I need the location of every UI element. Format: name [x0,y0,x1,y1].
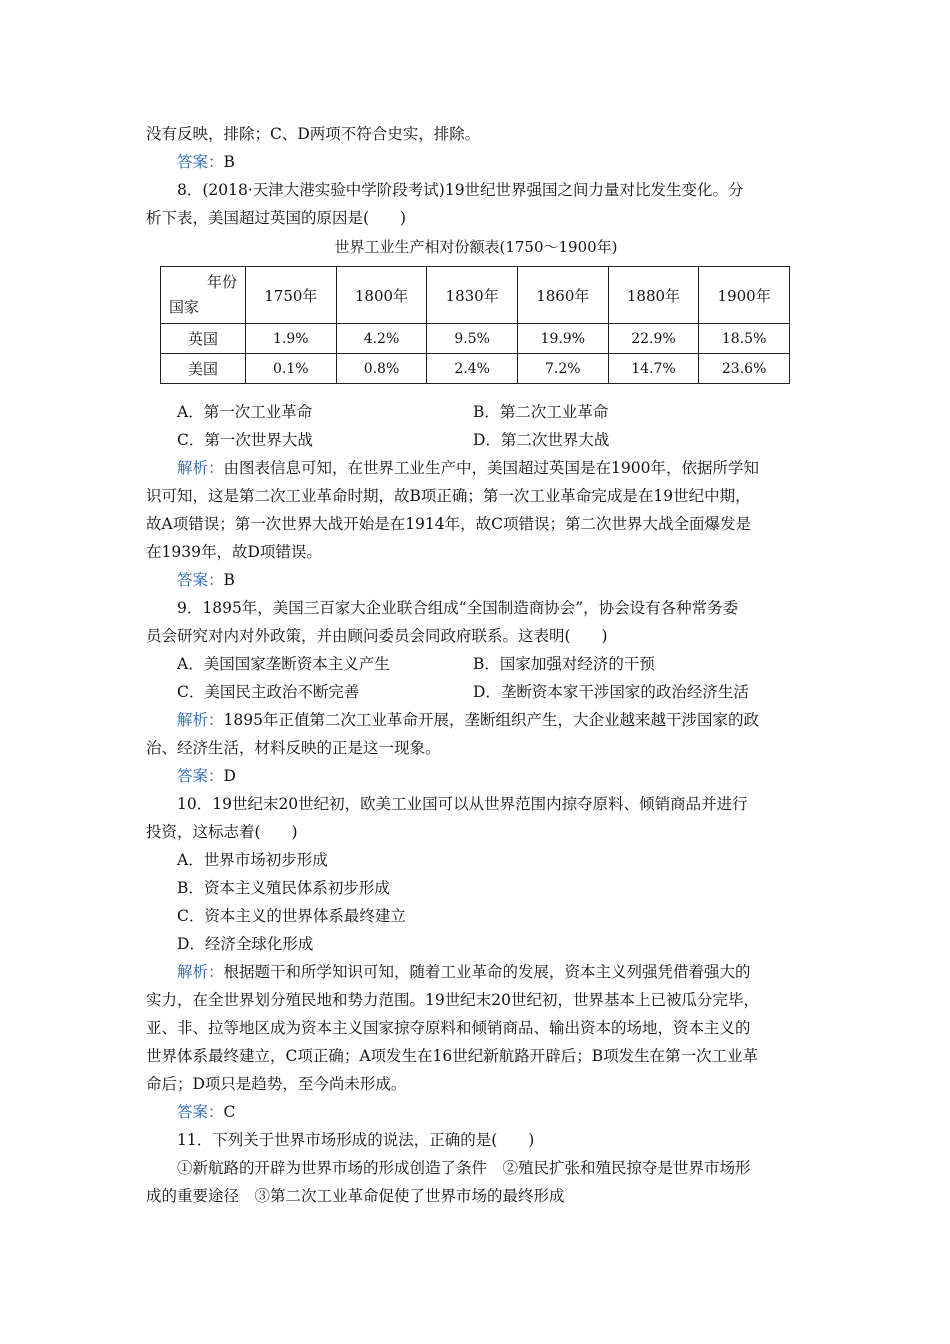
answer-line-q8 [146,566,806,594]
option-c: C．第一次世界大战 [177,431,313,449]
year-header: 1860年 [517,267,608,324]
q9-options-row-1 [146,650,806,678]
q9-analysis-line-2: 治、经济生活，材料反映的正是这一现象。 [146,739,441,757]
q8-analysis-line-3: 故A项错误；第一次世界大战开始是在1914年，故C项错误；第二次世界大战全面爆发是 [146,515,752,533]
q9-options-row-2 [146,678,806,706]
corner-country-label: 国家 [169,298,200,316]
table-cell: 0.8% [336,354,427,384]
analysis-label: 解析： [177,459,224,477]
table-cell: 1.9% [246,324,337,354]
table-cell: 7.2% [517,354,608,384]
option-c: C．美国民主政治不断完善 [177,683,360,701]
answer-value: C [223,1103,236,1121]
table-corner-cell [161,267,246,324]
answer-line-q9 [146,762,806,790]
q10-analysis-line-3: 亚、非、拉等地区成为资本主义国家掠夺原料和倾销商品、输出资本的场地，资本主义的 [146,1019,751,1037]
table-cell: 19.9% [517,324,608,354]
year-header: 1750年 [246,267,337,324]
table-cell: 14.7% [608,354,699,384]
table-cell: 4.2% [336,324,427,354]
q8-stem-line-2: 析下表，美国超过英国的原因是( ) [146,209,407,227]
table-cell: 23.6% [699,354,790,384]
year-header: 1830年 [427,267,518,324]
analysis-text: 由图表信息可知，在世界工业生产中，美国超过英国是在1900年，依据所学知 [223,459,759,477]
country-cell: 英国 [161,324,246,354]
analysis-text: 根据题干和所学知识可知，随着工业革命的发展，资本主义列强凭借着强大的 [223,963,751,981]
table-header-row [161,267,790,324]
q10-stem-line-2: 投资，这标志着( ) [146,823,298,841]
q8-analysis-line-2: 识可知，这是第二次工业革命时期，故B项正确；第一次工业革命完成是在19世纪中期， [146,487,751,505]
table-caption: 世界工业生产相对份额表(1750～1900年) [334,238,618,256]
table-cell: 18.5% [699,324,790,354]
q8-analysis-line-1 [146,454,806,482]
answer-value: D [223,767,236,785]
analysis-label: 解析： [177,963,224,981]
option-a: A．美国国家垄断资本主义产生 [177,655,390,673]
q9-analysis-line-1 [146,706,806,734]
q9-stem-line-1: 9．1895年，美国三百家大企业联合组成“全国制造商协会”，协会设有各种常务委 [177,599,739,617]
option-b: B．国家加强对经济的干预 [473,655,655,673]
table-cell: 0.1% [246,354,337,384]
option-a: A．世界市场初步形成 [177,851,328,869]
industrial-share-table [160,266,790,384]
q10-analysis-line-5: 命后；D项只是趋势，至今尚未形成。 [146,1075,407,1093]
answer-label: 答案： [177,1103,224,1121]
answer-value: B [223,153,235,171]
country-cell: 美国 [161,354,246,384]
answer-value: B [223,571,235,589]
q8-options-row-1 [146,398,806,426]
answer-label: 答案： [177,767,224,785]
q11-stem-line-1: 11．下列关于世界市场形成的说法，正确的是( ) [177,1131,535,1149]
corner-year-label: 年份 [206,273,237,291]
option-d: D．垄断资本家干涉国家的政治经济生活 [473,683,749,701]
answer-line-q7 [146,148,806,176]
table-row [161,354,790,384]
answer-label: 答案： [177,571,224,589]
q10-stem-line-1: 10．19世纪末20世纪初，欧美工业国可以从世界范围内掠夺原料、倾销商品并进行 [177,795,748,813]
option-c: C．资本主义的世界体系最终建立 [177,907,406,925]
year-header: 1800年 [336,267,427,324]
option-d: D．经济全球化形成 [177,935,314,953]
q8-options-row-2 [146,426,806,454]
option-d: D．第二次世界大战 [473,431,610,449]
analysis-text: 1895年正值第二次工业革命开展，垄断组织产生，大企业越来越干涉国家的政 [223,711,759,729]
answer-line-q10 [146,1098,806,1126]
q10-analysis-line-2: 实力，在全世界划分殖民地和势力范围。19世纪末20世纪初，世界基本上已被瓜分完毕， [146,991,759,1009]
analysis-label: 解析： [177,711,224,729]
option-a: A．第一次工业革命 [177,403,313,421]
q9-stem-line-2: 员会研究对内对外政策，并由顾问委员会同政府联系。这表明( ) [146,627,608,645]
q8-stem-line-1: 8．(2018·天津大港实验中学阶段考试)19世纪世界强国之间力量对比发生变化。分 [177,181,744,199]
year-header: 1880年 [608,267,699,324]
q11-item-line-2: 成的重要途径 ③第二次工业革命促使了世界市场的最终形成 [146,1187,565,1205]
table-cell: 9.5% [427,324,518,354]
option-b: B．第二次工业革命 [473,403,609,421]
q10-analysis-line-1 [146,958,806,986]
table-cell: 2.4% [427,354,518,384]
document-page [146,120,806,1210]
text-line: 没有反映，排除；C、D两项不符合史实，排除。 [146,125,481,143]
q11-item-line-1: ①新航路的开辟为世界市场的形成创造了条件 ②殖民扩张和殖民掠夺是世界市场形 [177,1159,751,1177]
q8-analysis-line-4: 在1939年，故D项错误。 [146,543,322,561]
table-row [161,324,790,354]
answer-label: 答案： [177,153,224,171]
q10-analysis-line-4: 世界体系最终建立，C项正确；A项发生在16世纪新航路开辟后；B项发生在第一次工业革 [146,1047,759,1065]
table-cell: 22.9% [608,324,699,354]
year-header: 1900年 [699,267,790,324]
option-b: B．资本主义殖民体系初步形成 [177,879,390,897]
